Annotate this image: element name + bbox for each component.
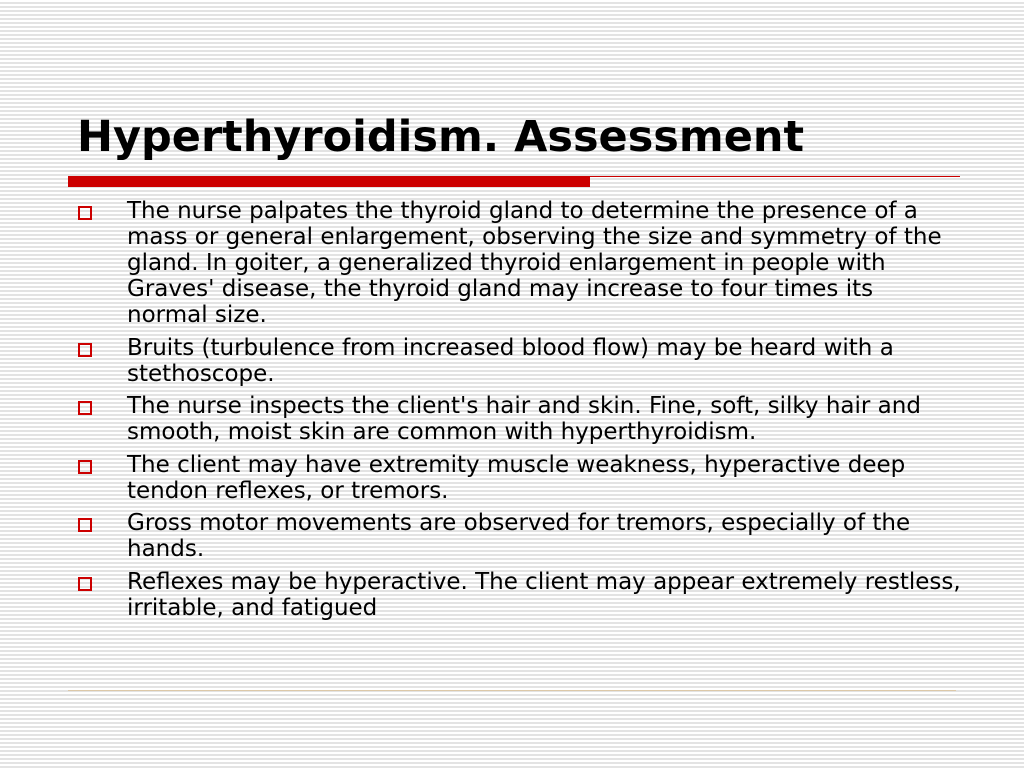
title-underline-thick <box>68 176 590 187</box>
bullet-text: Reflexes may be hyperactive. The client may appear extremely restless, irritable, and fatigued <box>127 568 961 621</box>
bullet-item <box>76 198 961 328</box>
hollow-square-bullet-icon <box>78 577 92 591</box>
bullet-text: The nurse inspects the client's hair and skin. Fine, soft, silky hair and smooth, moist skin are common with hyperthyroidism. <box>127 393 921 445</box>
hollow-square-bullet-icon <box>78 460 92 474</box>
hollow-square-bullet-icon <box>78 518 92 532</box>
footer-divider <box>68 690 956 691</box>
bullet-item <box>76 510 961 562</box>
bullet-text: Gross motor movements are observed for tremors, especially of the hands. <box>127 510 911 562</box>
bullet-list <box>76 198 961 627</box>
bullet-item <box>76 393 961 445</box>
title-underline-thin <box>590 176 960 177</box>
bullet-item <box>76 452 961 504</box>
bullet-text: Bruits (turbulence from increased blood flow) may be heard with a stethoscope. <box>127 334 894 387</box>
bullet-item <box>76 335 961 387</box>
hollow-square-bullet-icon <box>78 343 92 357</box>
bullet-item <box>76 569 961 621</box>
slide-title: Hyperthyroidism. Assessment <box>77 112 805 162</box>
bullet-text: The client may have extremity muscle weakness, hyperactive deep tendon reflexes, or tremors. <box>127 451 906 504</box>
hollow-square-bullet-icon <box>78 206 92 220</box>
hollow-square-bullet-icon <box>78 401 92 415</box>
bullet-text: The nurse palpates the thyroid gland to determine the presence of a mass or general enlargement, observing the size and symmetry of the gland. In goiter, a generalized thyroid enlargement in people with Graves' disease, the thyroid gland may increase to four times its normal size. <box>127 198 942 328</box>
